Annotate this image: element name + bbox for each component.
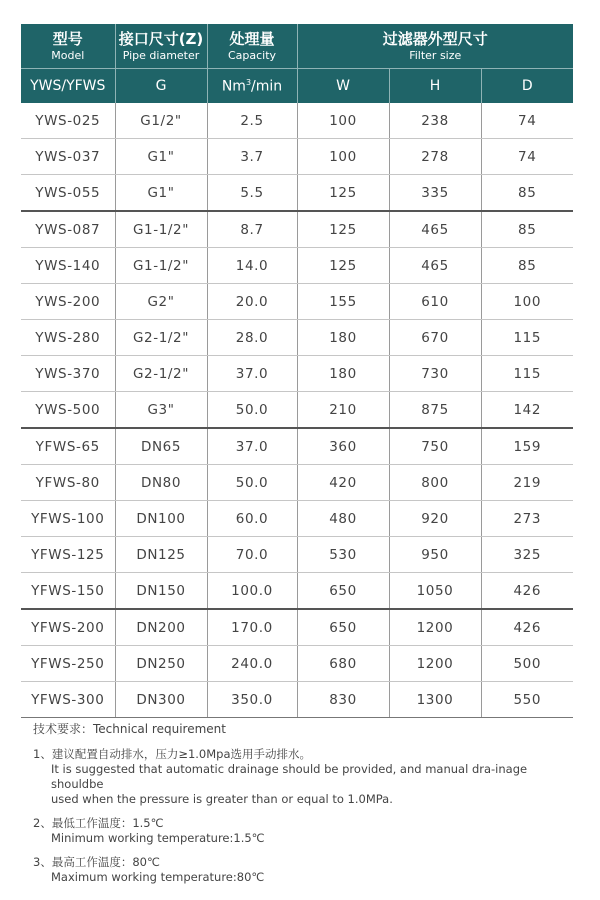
cell-height: 950 bbox=[389, 537, 481, 573]
subheader-model: YWS/YFWS bbox=[21, 69, 115, 104]
cell-pipe: DN200 bbox=[115, 609, 207, 646]
cell-width: 100 bbox=[297, 103, 389, 139]
cell-model: YFWS-125 bbox=[21, 537, 115, 573]
cell-model: YFWS-65 bbox=[21, 428, 115, 465]
cell-capacity: 20.0 bbox=[207, 284, 297, 320]
cell-depth: 550 bbox=[481, 682, 573, 718]
cell-height: 1300 bbox=[389, 682, 481, 718]
cell-height: 750 bbox=[389, 428, 481, 465]
cell-height: 800 bbox=[389, 465, 481, 501]
requirement-en: Maximum working temperature:80℃ bbox=[51, 870, 265, 884]
requirement-en: Minimum working temperature:1.5℃ bbox=[51, 831, 265, 845]
table-row bbox=[21, 573, 573, 610]
requirement-zh: 2、最低工作温度：1.5℃ bbox=[33, 816, 164, 830]
subheader-pipe: G bbox=[115, 69, 207, 104]
cell-capacity: 50.0 bbox=[207, 465, 297, 501]
filter-size-header-zh: 过滤器外型尺寸 bbox=[382, 29, 488, 48]
cell-pipe: G2-1/2" bbox=[115, 320, 207, 356]
table-row bbox=[21, 682, 573, 718]
requirement-zh: 3、最高工作温度：80℃ bbox=[33, 855, 160, 869]
requirement-item bbox=[33, 816, 578, 846]
table-row bbox=[21, 175, 573, 212]
cell-width: 125 bbox=[297, 248, 389, 284]
cell-height: 1050 bbox=[389, 573, 481, 610]
cell-capacity: 8.7 bbox=[207, 211, 297, 248]
cell-depth: 500 bbox=[481, 646, 573, 682]
cell-height: 278 bbox=[389, 139, 481, 175]
cell-capacity: 37.0 bbox=[207, 356, 297, 392]
cell-pipe: DN125 bbox=[115, 537, 207, 573]
cell-model: YWS-140 bbox=[21, 248, 115, 284]
cell-model: YWS-370 bbox=[21, 356, 115, 392]
cell-height: 1200 bbox=[389, 609, 481, 646]
table-row bbox=[21, 501, 573, 537]
cell-capacity: 350.0 bbox=[207, 682, 297, 718]
specification-table bbox=[21, 24, 573, 718]
table-row bbox=[21, 284, 573, 320]
cell-depth: 115 bbox=[481, 320, 573, 356]
cell-depth: 115 bbox=[481, 356, 573, 392]
cell-depth: 74 bbox=[481, 103, 573, 139]
cell-width: 125 bbox=[297, 175, 389, 212]
cell-height: 670 bbox=[389, 320, 481, 356]
table-row bbox=[21, 103, 573, 139]
subheader-width: W bbox=[297, 69, 389, 104]
cell-model: YWS-500 bbox=[21, 392, 115, 429]
cell-depth: 325 bbox=[481, 537, 573, 573]
table-row bbox=[21, 428, 573, 465]
cell-model: YWS-037 bbox=[21, 139, 115, 175]
cell-width: 155 bbox=[297, 284, 389, 320]
subheader-depth: D bbox=[481, 69, 573, 104]
cell-width: 210 bbox=[297, 392, 389, 429]
cell-pipe: G2" bbox=[115, 284, 207, 320]
cell-depth: 219 bbox=[481, 465, 573, 501]
cell-depth: 74 bbox=[481, 139, 573, 175]
cell-width: 530 bbox=[297, 537, 389, 573]
cell-capacity: 100.0 bbox=[207, 573, 297, 610]
cell-height: 875 bbox=[389, 392, 481, 429]
cell-width: 180 bbox=[297, 356, 389, 392]
cell-capacity: 5.5 bbox=[207, 175, 297, 212]
cell-capacity: 3.7 bbox=[207, 139, 297, 175]
cell-width: 650 bbox=[297, 609, 389, 646]
spec-table-container bbox=[21, 24, 573, 718]
pipe-header-en: Pipe diameter bbox=[122, 48, 200, 62]
table-row bbox=[21, 392, 573, 429]
cell-model: YWS-025 bbox=[21, 103, 115, 139]
model-header-en: Model bbox=[51, 48, 85, 62]
cell-pipe: G1-1/2" bbox=[115, 211, 207, 248]
cell-capacity: 170.0 bbox=[207, 609, 297, 646]
table-row bbox=[21, 537, 573, 573]
model-header bbox=[21, 24, 115, 69]
filter-size-header bbox=[297, 24, 573, 69]
cell-capacity: 50.0 bbox=[207, 392, 297, 429]
pipe-header-zh: 接口尺寸(Z) bbox=[118, 29, 204, 48]
cell-model: YFWS-80 bbox=[21, 465, 115, 501]
capacity-header-zh: 处理量 bbox=[229, 29, 275, 48]
cell-width: 360 bbox=[297, 428, 389, 465]
filter-size-header-en: Filter size bbox=[409, 48, 462, 62]
table-row bbox=[21, 320, 573, 356]
table-row bbox=[21, 139, 573, 175]
table-row bbox=[21, 356, 573, 392]
cell-width: 680 bbox=[297, 646, 389, 682]
requirement-item bbox=[33, 747, 578, 807]
cell-pipe: G3" bbox=[115, 392, 207, 429]
cell-pipe: DN80 bbox=[115, 465, 207, 501]
cell-height: 238 bbox=[389, 103, 481, 139]
cell-capacity: 60.0 bbox=[207, 501, 297, 537]
model-header-zh: 型号 bbox=[52, 29, 83, 48]
cell-depth: 85 bbox=[481, 248, 573, 284]
cell-pipe: DN65 bbox=[115, 428, 207, 465]
table-row bbox=[21, 646, 573, 682]
cell-depth: 85 bbox=[481, 175, 573, 212]
cell-pipe: G1/2" bbox=[115, 103, 207, 139]
technical-requirements bbox=[33, 720, 578, 894]
cell-width: 650 bbox=[297, 573, 389, 610]
cell-capacity: 70.0 bbox=[207, 537, 297, 573]
cell-pipe: DN300 bbox=[115, 682, 207, 718]
cell-depth: 100 bbox=[481, 284, 573, 320]
cell-pipe: DN150 bbox=[115, 573, 207, 610]
cell-height: 1200 bbox=[389, 646, 481, 682]
cell-model: YFWS-150 bbox=[21, 573, 115, 610]
cell-height: 920 bbox=[389, 501, 481, 537]
subheader-row bbox=[21, 69, 573, 104]
requirement-en: It is suggested that automatic drainage should be provided, and manual dra-inage shouldbe bbox=[51, 762, 528, 791]
cell-model: YFWS-250 bbox=[21, 646, 115, 682]
capacity-header bbox=[207, 24, 297, 69]
cell-depth: 85 bbox=[481, 211, 573, 248]
requirement-item bbox=[33, 855, 578, 885]
cell-width: 125 bbox=[297, 211, 389, 248]
table-body bbox=[21, 103, 573, 718]
cell-depth: 142 bbox=[481, 392, 573, 429]
pipe-header bbox=[115, 24, 207, 69]
cell-pipe: G2-1/2" bbox=[115, 356, 207, 392]
cell-width: 480 bbox=[297, 501, 389, 537]
cell-pipe: G1" bbox=[115, 139, 207, 175]
subheader-height: H bbox=[389, 69, 481, 104]
cell-model: YFWS-200 bbox=[21, 609, 115, 646]
cell-depth: 426 bbox=[481, 609, 573, 646]
table-row bbox=[21, 465, 573, 501]
cell-pipe: DN250 bbox=[115, 646, 207, 682]
cell-pipe: G1-1/2" bbox=[115, 248, 207, 284]
cell-capacity: 37.0 bbox=[207, 428, 297, 465]
cell-height: 730 bbox=[389, 356, 481, 392]
cell-capacity: 2.5 bbox=[207, 103, 297, 139]
cell-model: YFWS-100 bbox=[21, 501, 115, 537]
cell-width: 420 bbox=[297, 465, 389, 501]
cell-height: 465 bbox=[389, 211, 481, 248]
table-row bbox=[21, 211, 573, 248]
cell-height: 335 bbox=[389, 175, 481, 212]
cell-model: YWS-280 bbox=[21, 320, 115, 356]
cell-height: 610 bbox=[389, 284, 481, 320]
cell-width: 830 bbox=[297, 682, 389, 718]
cell-pipe: DN100 bbox=[115, 501, 207, 537]
capacity-unit-prefix: Nm bbox=[221, 78, 246, 95]
cell-model: YWS-087 bbox=[21, 211, 115, 248]
cell-depth: 273 bbox=[481, 501, 573, 537]
cell-model: YWS-200 bbox=[21, 284, 115, 320]
cell-depth: 159 bbox=[481, 428, 573, 465]
table-row bbox=[21, 248, 573, 284]
capacity-unit-exponent: 3 bbox=[245, 77, 252, 87]
capacity-header-en: Capacity bbox=[227, 48, 277, 62]
capacity-unit-suffix: /min bbox=[251, 78, 283, 95]
header-row bbox=[21, 24, 573, 69]
table-row bbox=[21, 609, 573, 646]
cell-pipe: G1" bbox=[115, 175, 207, 212]
cell-height: 465 bbox=[389, 248, 481, 284]
cell-capacity: 14.0 bbox=[207, 248, 297, 284]
requirement-zh: 1、建议配置自动排水，压力≥1.0Mpa选用手动排水。 bbox=[33, 747, 312, 761]
cell-width: 100 bbox=[297, 139, 389, 175]
requirements-title: 技术要求：Technical requirement bbox=[33, 722, 226, 736]
cell-width: 180 bbox=[297, 320, 389, 356]
cell-capacity: 28.0 bbox=[207, 320, 297, 356]
cell-capacity: 240.0 bbox=[207, 646, 297, 682]
cell-model: YFWS-300 bbox=[21, 682, 115, 718]
subheader-capacity-unit bbox=[207, 69, 297, 104]
cell-model: YWS-055 bbox=[21, 175, 115, 212]
requirement-en-continued: used when the pressure is greater than or equal to 1.0MPa. bbox=[51, 792, 393, 806]
cell-depth: 426 bbox=[481, 573, 573, 610]
